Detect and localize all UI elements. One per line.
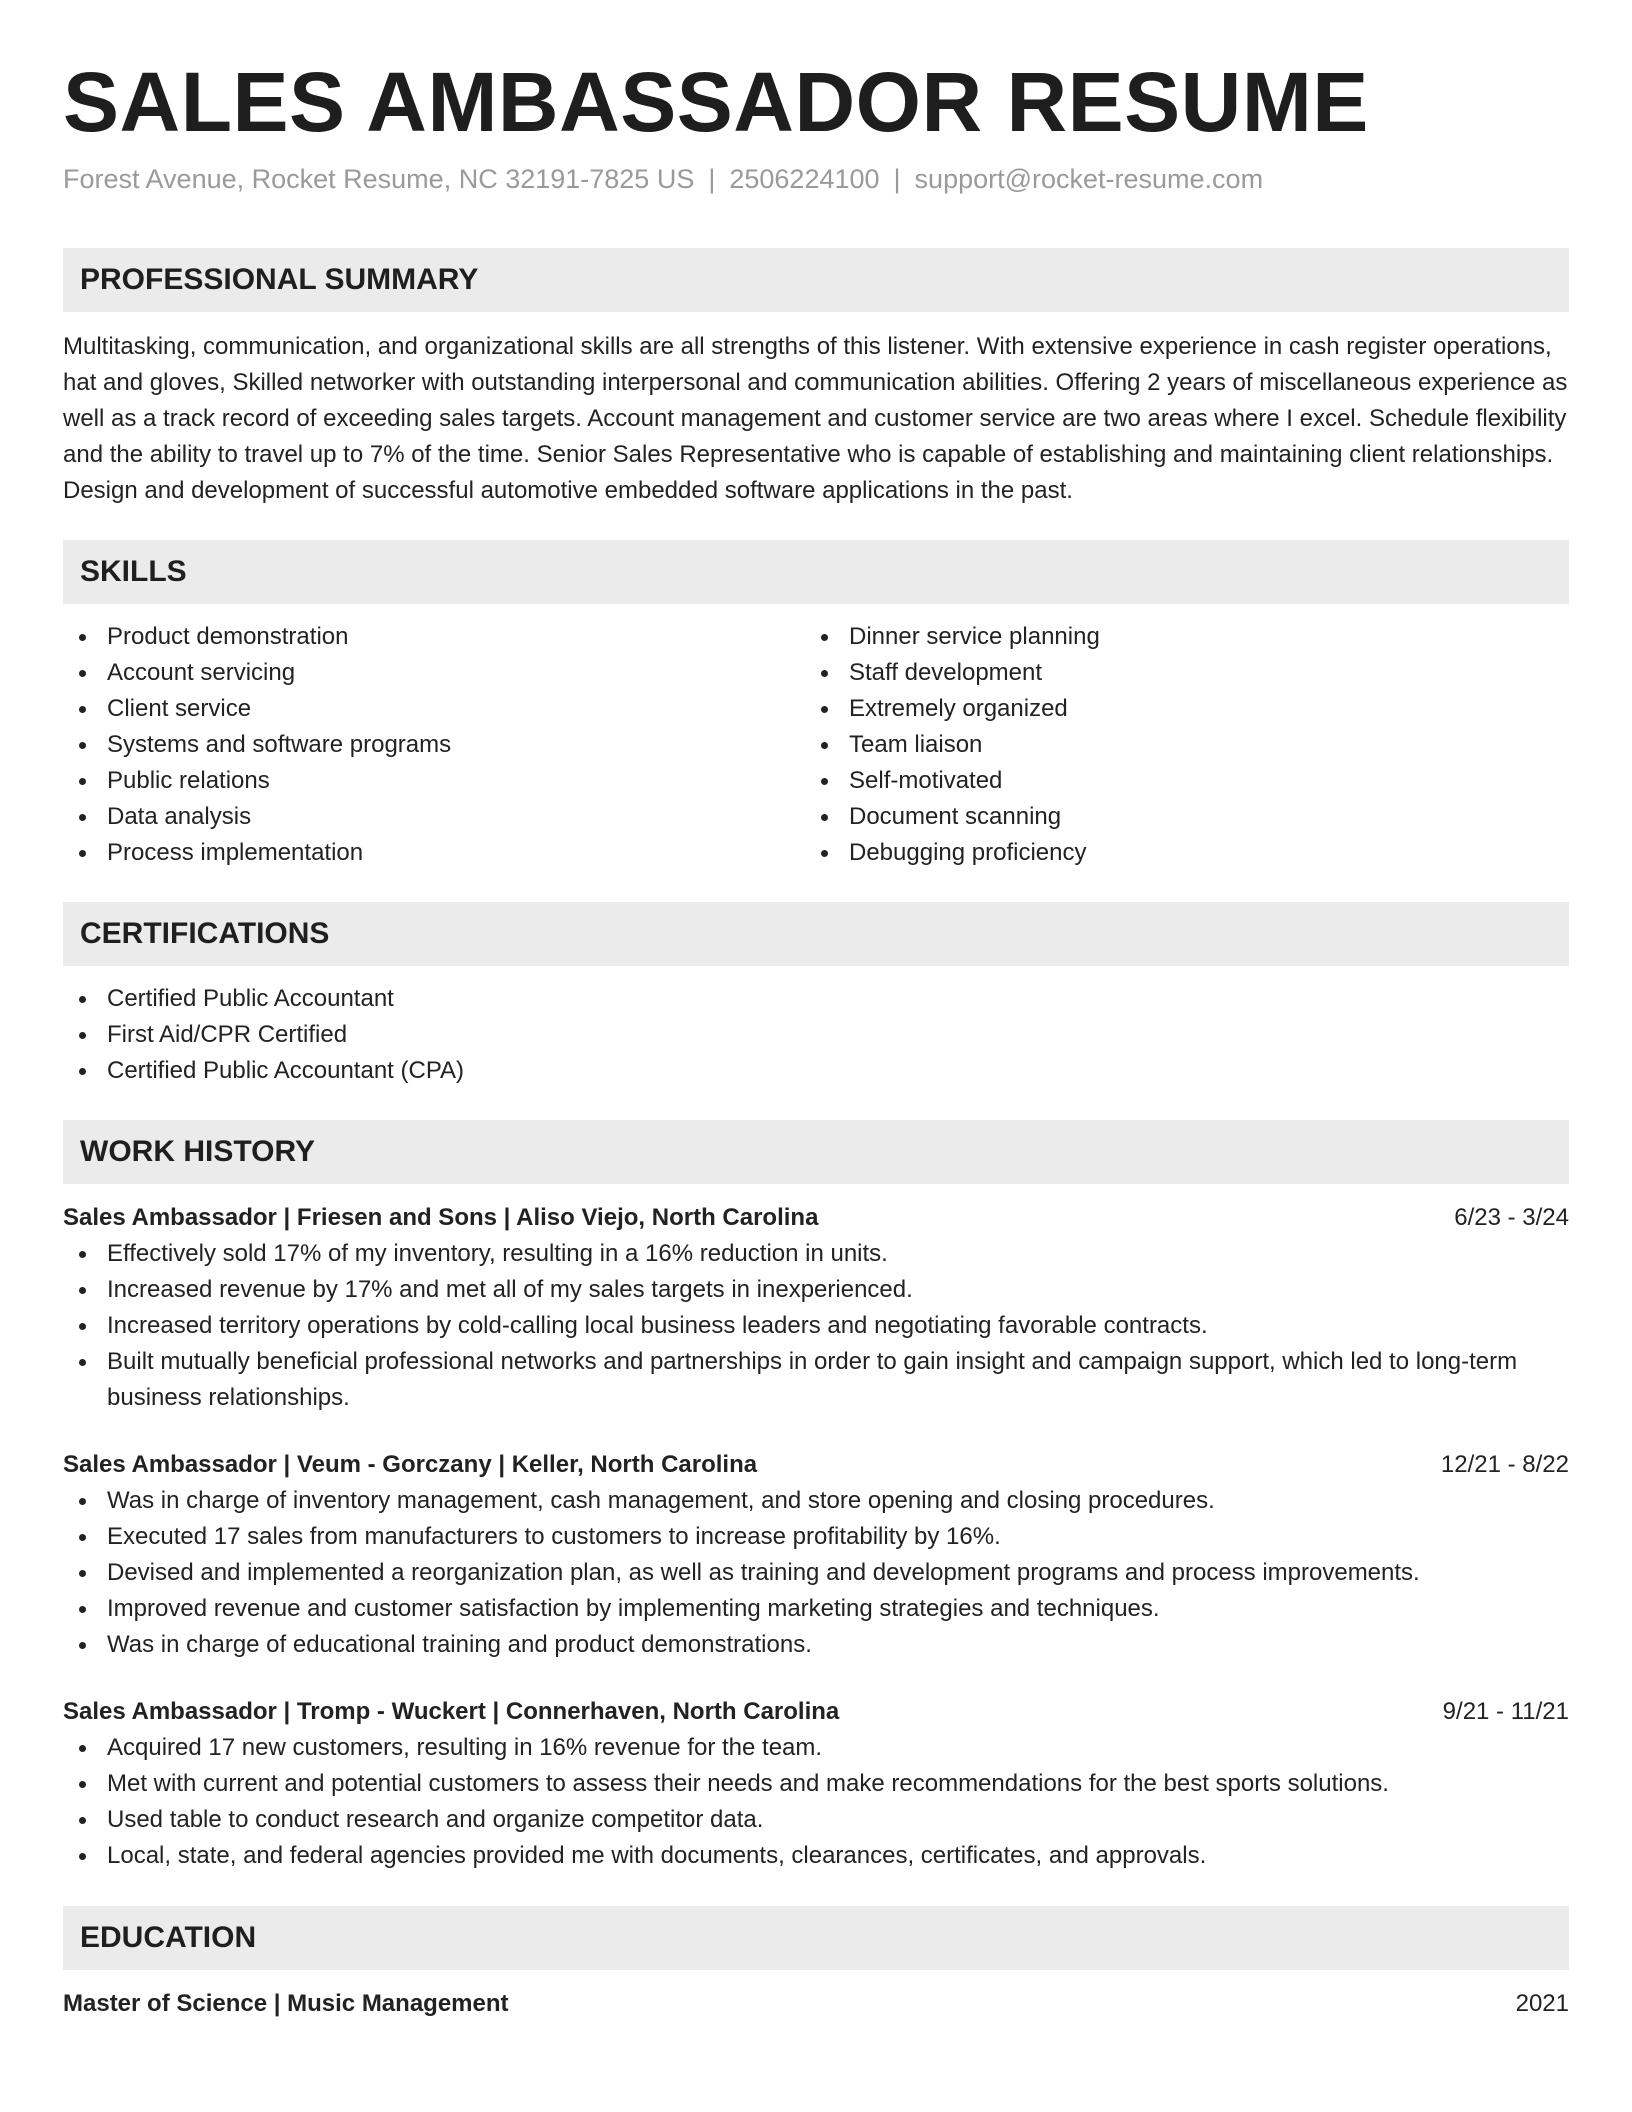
job-bullet: Increased revenue by 17% and met all of my sales targets in inexperienced.: [63, 1272, 1569, 1308]
skill-item: Data analysis: [63, 799, 805, 835]
job-bullet: Effectively sold 17% of my inventory, resulting in a 16% reduction in units.: [63, 1236, 1569, 1272]
skill-item: Systems and software programs: [63, 727, 805, 763]
job-header: [63, 1694, 1569, 1730]
skill-item: Document scanning: [805, 799, 1547, 835]
job-bullet: Improved revenue and customer satisfaction by implementing marketing strategies and techniques.: [63, 1591, 1569, 1627]
job-title: Sales Ambassador | Tromp - Wuckert | Connerhaven, North Carolina: [63, 1698, 840, 1726]
job-bullet: Was in charge of inventory management, cash management, and store opening and closing procedures.: [63, 1483, 1569, 1519]
contact-phone: 2506224100: [729, 164, 880, 195]
education-entry: [63, 1986, 1569, 2022]
job-bullet: Increased territory operations by cold-calling local business leaders and negotiating favorable contracts.: [63, 1308, 1569, 1344]
education-year: 2021: [1515, 1990, 1569, 2018]
job-bullet: Used table to conduct research and organize competitor data.: [63, 1802, 1569, 1838]
skill-item: Debugging proficiency: [805, 835, 1547, 871]
job-bullet: Met with current and potential customers to assess their needs and make recommendations for the best sports solutions.: [63, 1766, 1569, 1802]
contact-separator: |: [893, 164, 901, 195]
section-heading-skills: SKILLS: [63, 540, 1569, 604]
contact-line: [63, 162, 1569, 197]
skill-item: Client service: [63, 691, 805, 727]
job-bullet: Executed 17 sales from manufacturers to customers to increase profitability by 16%.: [63, 1519, 1569, 1555]
contact-separator: |: [708, 164, 716, 195]
job-bullet: Devised and implemented a reorganization plan, as well as training and development programs and process improvements.: [63, 1555, 1569, 1591]
job-entry: [63, 1694, 1569, 1874]
job-bullet: Acquired 17 new customers, resulting in 16% revenue for the team.: [63, 1730, 1569, 1766]
certification-item: Certified Public Accountant (CPA): [63, 1053, 1569, 1089]
skill-item: Dinner service planning: [805, 619, 1547, 655]
skill-item: Self-motivated: [805, 763, 1547, 799]
skills-columns: [63, 619, 1569, 871]
job-dates: 6/23 - 3/24: [1454, 1204, 1569, 1232]
job-header: [63, 1447, 1569, 1483]
job-title: Sales Ambassador | Veum - Gorczany | Keller, North Carolina: [63, 1451, 758, 1479]
contact-email: support@rocket-resume.com: [914, 164, 1264, 195]
skill-item: Extremely organized: [805, 691, 1547, 727]
job-bullet: Built mutually beneficial professional networks and partnerships in order to gain insight and campaign support, which led to long-term business relationships.: [63, 1344, 1569, 1416]
skill-item: Product demonstration: [63, 619, 805, 655]
skill-item: Team liaison: [805, 727, 1547, 763]
skill-item: Process implementation: [63, 835, 805, 871]
summary-paragraph: Multitasking, communication, and organizational skills are all strengths of this listener. With extensive experience in cash register operations, hat and gloves, Skilled networker with outstanding interpersonal and communication abilities. Offering 2 years of miscellaneous experience as well as a track record of exceeding sales targets. Account management and customer service are two areas where I excel. Schedule flexibility and the ability to travel up to 7% of the time. Senior Sales Representative who is capable of establishing and maintaining client relationships. Design and development of successful automotive embedded software applications in the past.: [63, 333, 1568, 505]
skill-item: Staff development: [805, 655, 1547, 691]
certifications-list: [63, 981, 1569, 1089]
section-heading-education: EDUCATION: [63, 1906, 1569, 1970]
job-bullet: Local, state, and federal agencies provided me with documents, clearances, certificates, and approvals.: [63, 1838, 1569, 1874]
education-degree: Master of Science | Music Management: [63, 1990, 509, 2018]
job-dates: 12/21 - 8/22: [1440, 1451, 1569, 1479]
skills-list-left: [63, 619, 805, 871]
skills-list-right: [805, 619, 1547, 871]
job-bullet-list: [63, 1236, 1569, 1416]
job-bullet-list: [63, 1730, 1569, 1874]
job-entry: [63, 1447, 1569, 1663]
skill-item: Public relations: [63, 763, 805, 799]
section-heading-certifications: CERTIFICATIONS: [63, 902, 1569, 966]
job-header: [63, 1200, 1569, 1236]
contact-address: Forest Avenue, Rocket Resume, NC 32191-7825 US: [63, 164, 695, 195]
resume-title: SALES AMBASSADOR RESUME: [63, 55, 1369, 149]
job-bullet: Was in charge of educational training and product demonstrations.: [63, 1627, 1569, 1663]
certification-item: First Aid/CPR Certified: [63, 1017, 1569, 1053]
certification-item: Certified Public Accountant: [63, 981, 1569, 1017]
job-title: Sales Ambassador | Friesen and Sons | Aliso Viejo, North Carolina: [63, 1204, 819, 1232]
section-heading-work-history: WORK HISTORY: [63, 1120, 1569, 1184]
job-dates: 9/21 - 11/21: [1442, 1698, 1569, 1726]
job-entry: [63, 1200, 1569, 1416]
skill-item: Account servicing: [63, 655, 805, 691]
job-bullet-list: [63, 1483, 1569, 1663]
section-heading-summary: PROFESSIONAL SUMMARY: [63, 248, 1569, 312]
